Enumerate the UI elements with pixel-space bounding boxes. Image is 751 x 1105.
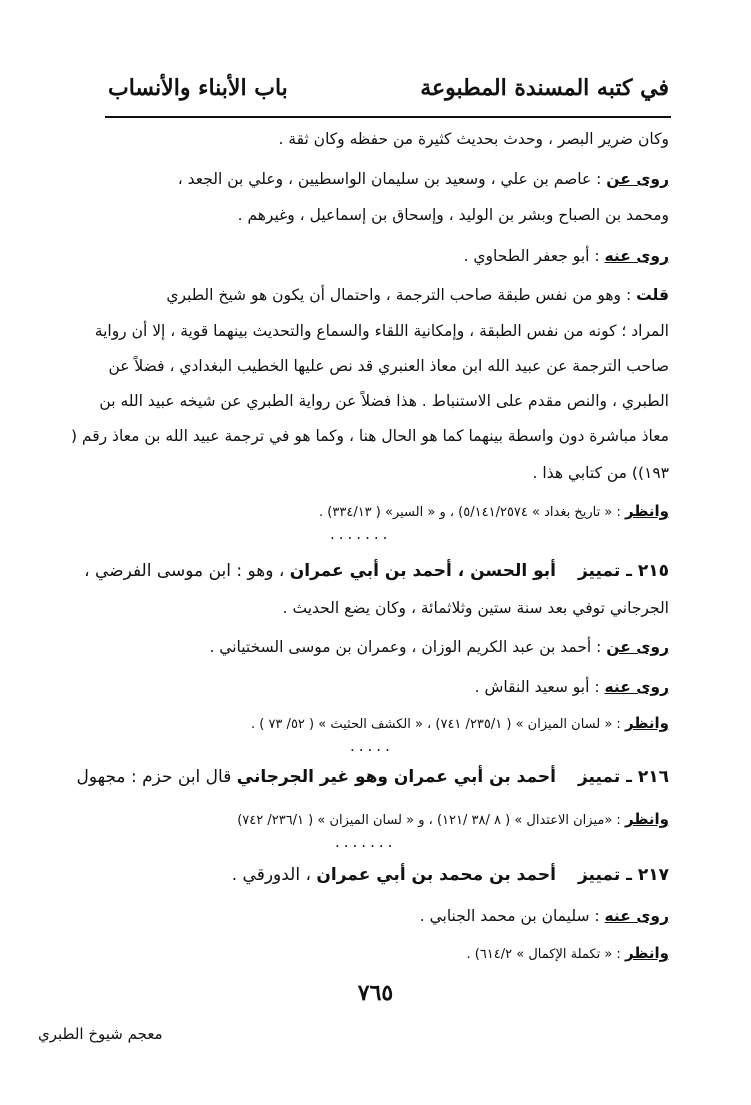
riwa-anhu-label: روى عنه <box>604 247 669 265</box>
entry214-riwa-an-line2: ومحمد بن الصباح وبشر بن الوليد ، وإسحاق بن إسماعيل ، وغيرهم . <box>237 206 669 224</box>
entry215-riwa-anhu: روى عنه : أبو سعيد النقاش . <box>474 678 669 696</box>
entry215-riwa-an: روى عن : أحمد بن عبد الكريم الوزان ، وعمران بن موسى السختياني . <box>209 638 669 656</box>
unzur-text: : « تاريخ بغداد » ٥/١٤١/٢٥٧٤) ، و « السير» ( ٣٣٤/١٣) . <box>319 505 625 520</box>
entry215-line2: الجرجاني توفي بعد سنة ستين وثلاثمائة ، وكان يضع الحديث . <box>282 599 669 617</box>
entry217-number: ٢١٧ ـ تمييز <box>577 865 669 885</box>
unzur-label: وانظر <box>624 714 669 732</box>
qultu-line6: ١٩٣)) من كتابي هذا . <box>532 464 669 482</box>
entry216-name: أحمد بن أبي عمران وهو غير الجرجاني <box>236 767 556 787</box>
book-title-footer: معجم شيوخ الطبري <box>38 1025 163 1043</box>
riwa-an-label: روى عن <box>606 170 669 188</box>
unzur-label: وانظر <box>624 944 669 962</box>
entry216-unzur: وانظر : «ميزان الاعتدال » ( ٨ /٣٨ /١٢١) ، و « لسان الميزان » ( ٢٣٦/١/ ٧٤٢) <box>237 810 669 828</box>
qultu-label: قلت <box>636 286 669 304</box>
unzur-label: وانظر <box>624 502 669 520</box>
separator-dots: ..... <box>350 737 394 755</box>
entry216-heading: ٢١٦ ـ تمييزأحمد بن أبي عمران وهو غير الجرجاني قال ابن حزم : مجهول <box>76 767 669 787</box>
entry214-riwa-an <box>108 168 669 190</box>
qultu-line2: المراد ؛ كونه من نفس الطبقة ، وإمكانية اللقاء والسماع والتحديث بينهما قوية ، إلا أن رواية <box>94 322 669 340</box>
riwa-anhu-label: روى عنه <box>604 678 669 696</box>
riwa-an-label: روى عن <box>606 638 669 656</box>
entry217-unzur: وانظر : « تكملة الإكمال » ٦١٤/٢) . <box>466 944 669 962</box>
separator-dots: ....... <box>330 525 392 543</box>
entry215-unzur: وانظر : « لسان الميزان » ( ٢٣٥/١/ ٧٤١) ، « الكشف الحثيث » ( ٥٢/ ٧٣ ) . <box>250 714 669 732</box>
entry215-number: ٢١٥ ـ تمييز <box>577 561 669 581</box>
separator-dots: ....... <box>335 833 397 851</box>
qultu-line5: معاذ مباشرة دون واسطة بينهما كما هو الحال هنا ، وكما هو في ترجمة عبيد الله بن معاذ رقم ( <box>70 427 669 445</box>
qultu-line3: صاحب الترجمة عن عبيد الله ابن معاذ العنبري قد نص عليها الخطيب البغدادي ، فضلاً عن <box>108 357 669 375</box>
page-number: ٧٦٥ <box>357 980 394 1006</box>
running-header-right: في كتبه المسندة المطبوعة <box>420 75 669 101</box>
entry215-heading: ٢١٥ ـ تمييزأبو الحسن ، أحمد بن أبي عمران ، وهو : ابن موسى الفرضي ، <box>84 561 669 581</box>
entry215-name: أبو الحسن ، أحمد بن أبي عمران <box>289 561 556 581</box>
entry214-line1: وكان ضرير البصر ، وحدث بحديث كثيرة من حفظه وكان ثقة . <box>278 130 669 148</box>
entry217-name: أحمد بن محمد بن أبي عمران <box>316 865 556 885</box>
entry216-number: ٢١٦ ـ تمييز <box>577 767 669 787</box>
qultu-line1: قلت : وهو من نفس طبقة صاحب الترجمة ، واحتمال أن يكون هو شيخ الطبري <box>166 286 669 304</box>
entry214-riwa-anhu <box>108 245 669 267</box>
header-rule <box>105 116 671 118</box>
riwa-anhu-text: : أبو جعفر الطحاوي . <box>463 247 605 265</box>
entry217-riwa-anhu: روى عنه : سليمان بن محمد الجنابي . <box>419 907 669 925</box>
qultu-line4: الطبري ، والنص مقدم على الاستنباط . هذا فضلاً عن رواية الطبري عن شيخه عبيد الله بن <box>99 392 669 410</box>
riwa-an-text: : عاصم بن علي ، وسعيد بن سليمان الواسطيين ، وعلي بن الجعد ، <box>177 170 607 188</box>
running-header-left: باب الأبناء والأنساب <box>108 75 288 101</box>
unzur-label: وانظر <box>624 810 669 828</box>
entry214-unzur <box>108 500 669 524</box>
riwa-anhu-label: روى عنه <box>604 907 669 925</box>
entry217-heading: ٢١٧ ـ تمييزأحمد بن محمد بن أبي عمران ، الدورقي . <box>231 865 669 885</box>
